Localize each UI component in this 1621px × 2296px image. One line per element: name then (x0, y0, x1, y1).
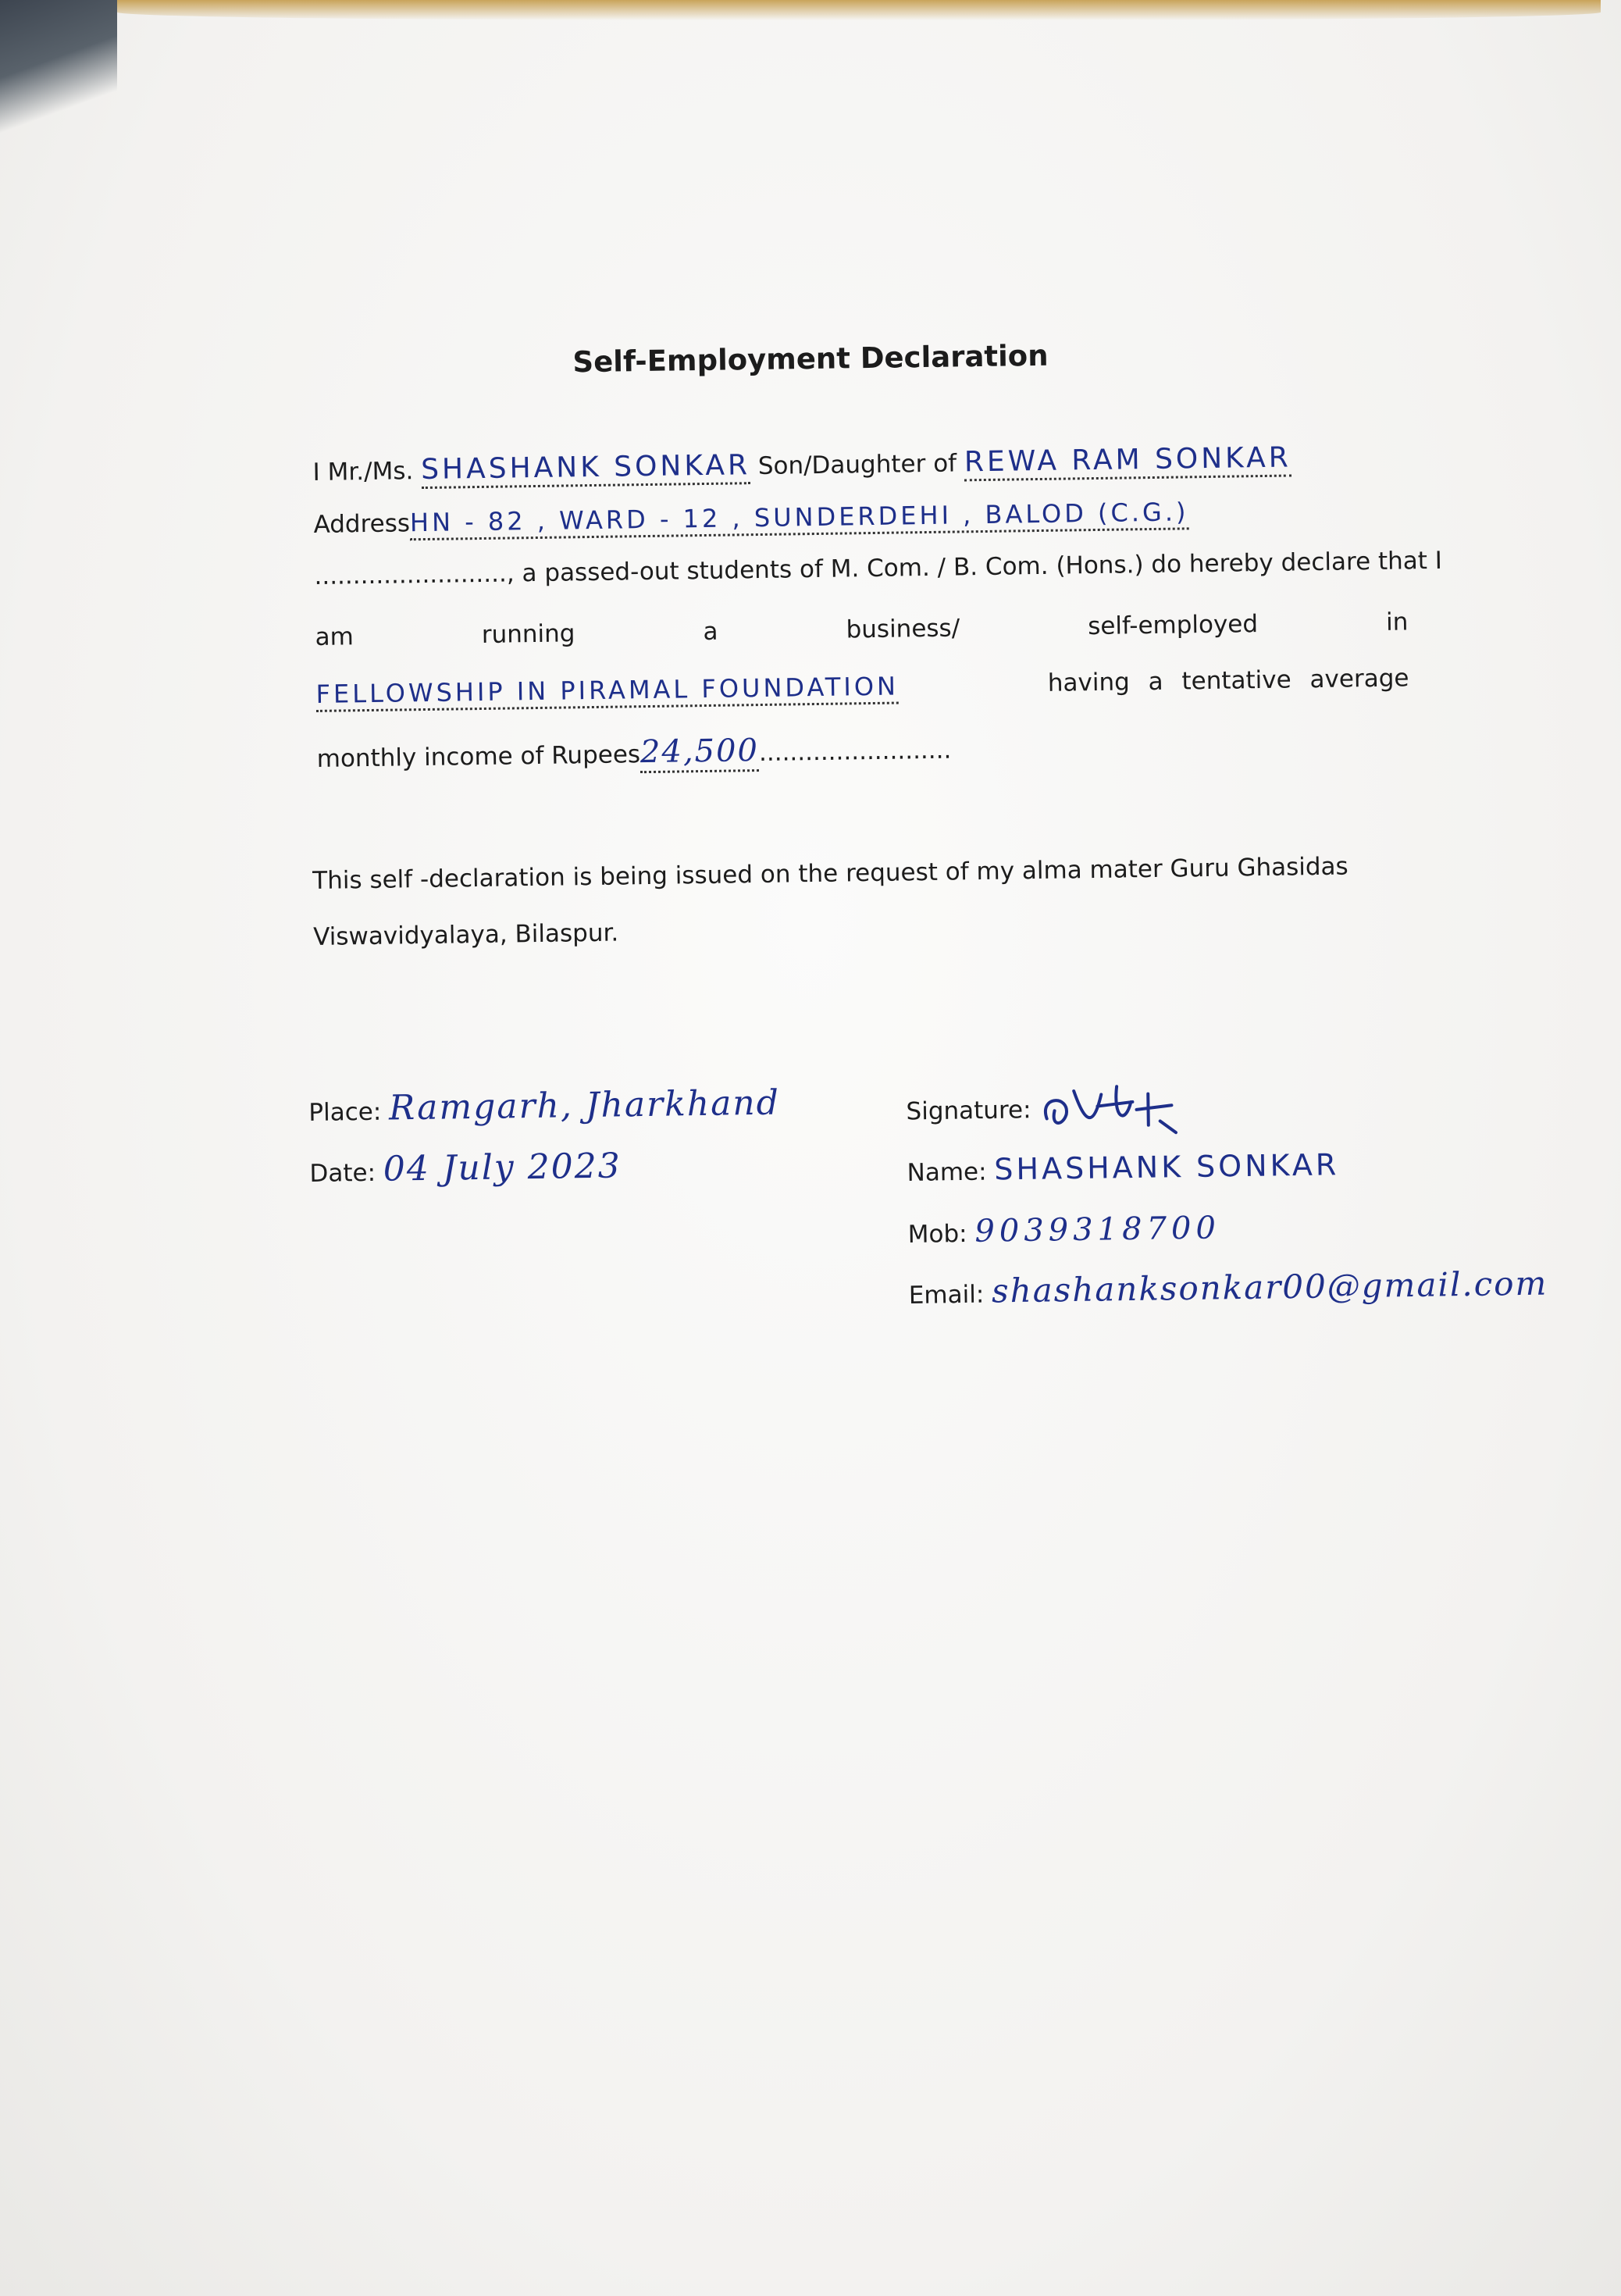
income-label: monthly income of Rupees (316, 740, 641, 773)
mob-label: Mob: (907, 1219, 967, 1249)
handwritten-address: HN - 82 , WARD - 12 , SUNDERDEHI , BALOD (C.G.) (409, 497, 1189, 538)
handwritten-email: shashanksonkar00@gmail.com (991, 1264, 1548, 1310)
running-line (315, 608, 1408, 652)
place-label: Place: (308, 1097, 382, 1127)
place-row (308, 1083, 780, 1129)
word-business: business/ (846, 614, 960, 644)
word-running: running (481, 619, 575, 649)
alma-mater-paragraph (312, 851, 1405, 951)
alma-mater-line-1: This self -declaration is being issued on the request of my alma mater Guru Ghasidas (312, 852, 1348, 895)
handwritten-name: SHASHANK SONKAR (420, 449, 751, 487)
signature-scribble (1039, 1077, 1219, 1142)
name-row (907, 1147, 1339, 1188)
email-label: Email: (908, 1280, 985, 1310)
passed-out-text: , a passed-out students of M. Com. / B. Com. (Hons.) do hereby declare that I (506, 546, 1443, 588)
declaration-paragraph (312, 422, 1443, 773)
address-dots: ......................... (314, 559, 508, 590)
son-daughter-label: Son/Daughter of (757, 449, 957, 481)
word-am: am (315, 622, 354, 651)
address-label: Address (313, 509, 411, 539)
income-dots: ......................... (758, 736, 952, 768)
date-label: Date: (309, 1158, 376, 1188)
handwritten-parent: REWA RAM SONKAR (964, 441, 1292, 479)
income-line (316, 729, 951, 778)
paper-edge-shadow (117, 0, 1601, 20)
handwritten-income: 24,500 (639, 733, 760, 771)
name-line (312, 440, 1291, 490)
word-self-employed: self-employed (1087, 610, 1259, 641)
signature-row (906, 1077, 1219, 1144)
handwritten-mob: 9039318700 (974, 1210, 1221, 1250)
handwritten-business: FELLOWSHIP IN PIRAMAL FOUNDATION (315, 671, 900, 709)
handwritten-date: 04 July 2023 (383, 1146, 622, 1189)
having-text: having a tentative average (1047, 664, 1409, 697)
address-line (313, 497, 1188, 542)
mob-row (907, 1210, 1220, 1250)
handwritten-signer-name: SHASHANK SONKAR (994, 1147, 1340, 1187)
business-line (315, 664, 1409, 712)
passed-out-line (314, 547, 1442, 591)
handwritten-place: Ramgarh, Jharkhand (388, 1082, 781, 1128)
torn-corner (0, 0, 117, 180)
mr-ms-label: I Mr./Ms. (312, 457, 414, 487)
email-row (908, 1264, 1548, 1311)
date-row (309, 1146, 622, 1190)
alma-mater-line-2: Viswavidyalaya, Bilaspur. (313, 918, 619, 951)
word-in: in (1385, 608, 1409, 636)
name-label: Name: (907, 1157, 987, 1187)
document-title: Self-Employment Declaration (572, 338, 1049, 380)
signature-label: Signature: (906, 1096, 1031, 1126)
word-a: a (703, 617, 718, 647)
